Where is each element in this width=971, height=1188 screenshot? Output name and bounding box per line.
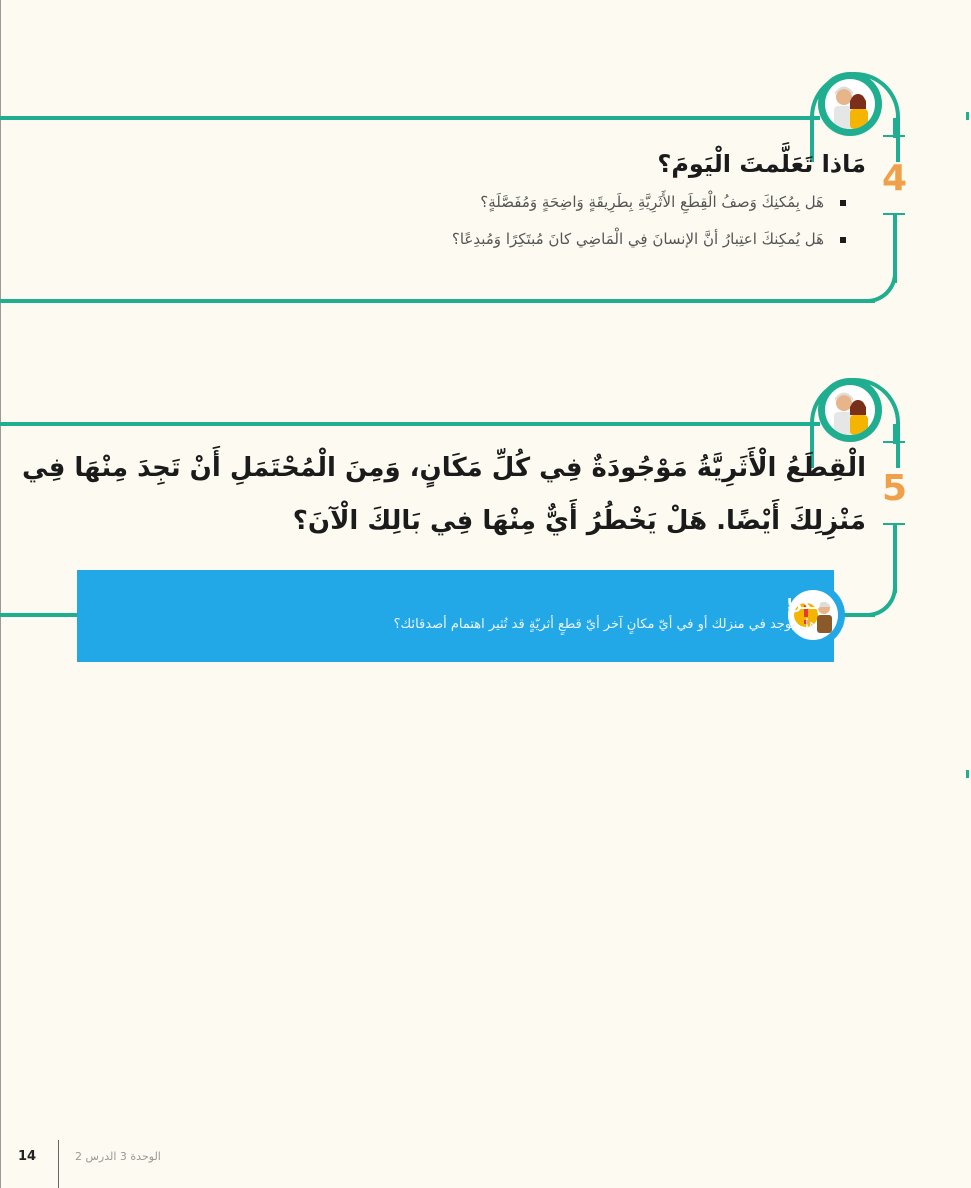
think-exclamation-icon bbox=[781, 583, 845, 647]
think-callout-box bbox=[77, 570, 834, 662]
think-title: فكِّر! bbox=[786, 595, 821, 613]
page-number: 14 bbox=[18, 1149, 37, 1164]
section5-bottom-curve bbox=[860, 565, 897, 617]
section4-bullet-2 bbox=[452, 230, 846, 248]
section4-title: مَاذا تَعَلَّمتَ الْيَومَ؟ bbox=[657, 150, 866, 178]
page-left-edge bbox=[0, 0, 1, 1188]
bullet-text: هَل يُمكِنكَ اعتِبارُ أنَّ الإنسانَ فِي الْمَاضِي كانَ مُبتَكِرًا وَمُبدِعًا؟ bbox=[451, 230, 824, 248]
bullet-icon bbox=[840, 200, 846, 206]
step-number-5: 5 bbox=[882, 468, 908, 509]
bullet-icon bbox=[840, 237, 846, 243]
section5-tick-top bbox=[883, 441, 905, 443]
section4-tick-top bbox=[883, 135, 905, 137]
students-avatar-icon bbox=[818, 378, 882, 442]
bullet-text: هَل بِمُكنِكَ وَصفُ الْقِطَعِ الأَثَرِيَّةِ بِطَرِيقَةٍ وَاضِحَةٍ وَمُفَصَّلَةٍ؟ bbox=[480, 193, 824, 211]
section4-bullet-1 bbox=[480, 193, 846, 211]
think-text: هل يوجد في منزلك أو في أيّ مكانٍ آخر أيّ قطعٍ أثريّةٍ قد تُثير اهتمام أصدقائك؟ bbox=[393, 617, 816, 632]
section5-top-line bbox=[0, 422, 820, 426]
section4-top-line bbox=[0, 116, 820, 120]
section4-bottom-curve bbox=[860, 253, 897, 303]
right-edge-mark-2 bbox=[966, 770, 969, 778]
section5-line-2: مَنْزِلِكَ أَيْضًا. هَلْ يَخْطُرُ أَيٌّ مِنْهَا فِي بَالِكَ الْآنَ؟ bbox=[292, 506, 866, 536]
right-edge-mark-1 bbox=[966, 112, 969, 120]
section4-bottom-line bbox=[0, 299, 875, 303]
section5-line-1: الْقِطَعُ الْأَثَرِيَّةُ مَوْجُودَةٌ فِي كُلِّ مَكَانٍ، وَمِنَ الْمُحْتَمَلِ أَنْ تَجِدَ مِنْهَا فِي bbox=[22, 453, 866, 483]
step-number-4: 4 bbox=[882, 158, 908, 199]
footer-divider bbox=[58, 1140, 59, 1188]
students-avatar-icon bbox=[818, 72, 882, 136]
footer-unit-text: الوحدة 3 الدرس 2 bbox=[75, 1150, 161, 1163]
